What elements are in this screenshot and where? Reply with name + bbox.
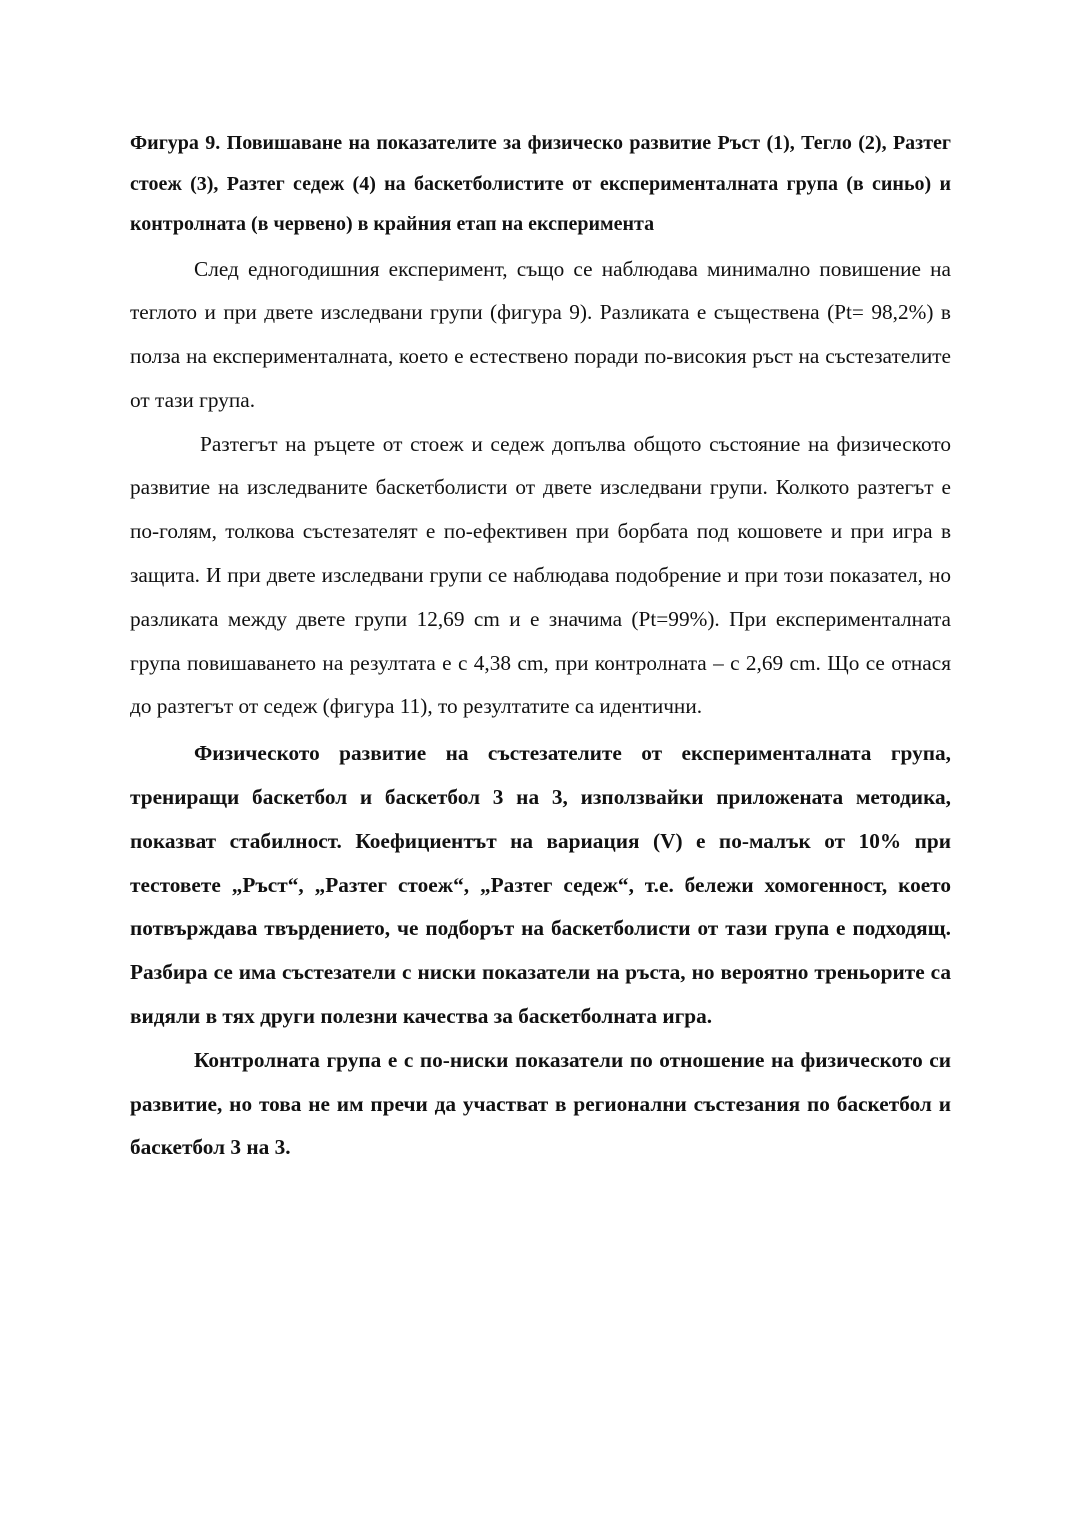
conclusion-control-group: Контролната група е с по-ниски показатели по отношение на физическото си развитие, но това не им пречи да участват в регионални състезания по баскетбол и баскетбол 3 на 3. xyxy=(130,1047,951,1160)
document-body xyxy=(130,123,951,1170)
figure-caption: Фигура 9. Повишаване на показателите за физическо развитие Ръст (1), Тегло (2), Разтег стоеж (3), Разтег седеж (4) на баскетболистите от експерименталната група (в синьо) и контролната (в червено) в крайния етап на експеримента xyxy=(130,132,951,235)
paragraph-weight-results: След едногодишния експеримент, също се наблюдава минимално повишение на теглото и при двете изследвани групи (фигура 9). Разликата е съществена (Pt= 98,2%) в полза на експерименталната, което е естествено поради по-високия ръст на състезателите от тази група. xyxy=(130,256,951,412)
conclusion-experimental-group: Физическото развитие на състезателите от експерименталната група, трениращи баскетбол и баскетбол 3 на 3, използвайки приложената методика, показват стабилност. Коефициентът на вариация (V) е по-малък от 10% при тестовете „Ръст“, „Разтег стоеж“, „Разтег седеж“, т.е. бележи хомогенност, което потвърждава твърдението, че подборът на баскетболисти от тази група е подходящ. Разбира се има състезатели с ниски показатели на ръста, но вероятно треньорите са видяли в тях други полезни качества за баскетболната игра. xyxy=(130,741,951,1029)
paragraph-arm-span-results: Разтегът на ръцете от стоеж и седеж допълва общото състояние на физическото развитие на изследваните баскетболисти от двете изследвани групи. Колкото разтегът е по-голям, толкова състезателят е по-ефективен при борбата под кошовете и при игра в защита. И при двете изследвани групи се наблюдава подобрение и при този показател, но разликата между двете групи 12,69 cm и е значима (Pt=99%). При експерименталната група повишаването на резултата е с 4,38 cm, при контролната – с 2,69 cm. Що се отнася до разтегът от седеж (фигура 11), то резултатите са идентични. xyxy=(130,431,951,719)
